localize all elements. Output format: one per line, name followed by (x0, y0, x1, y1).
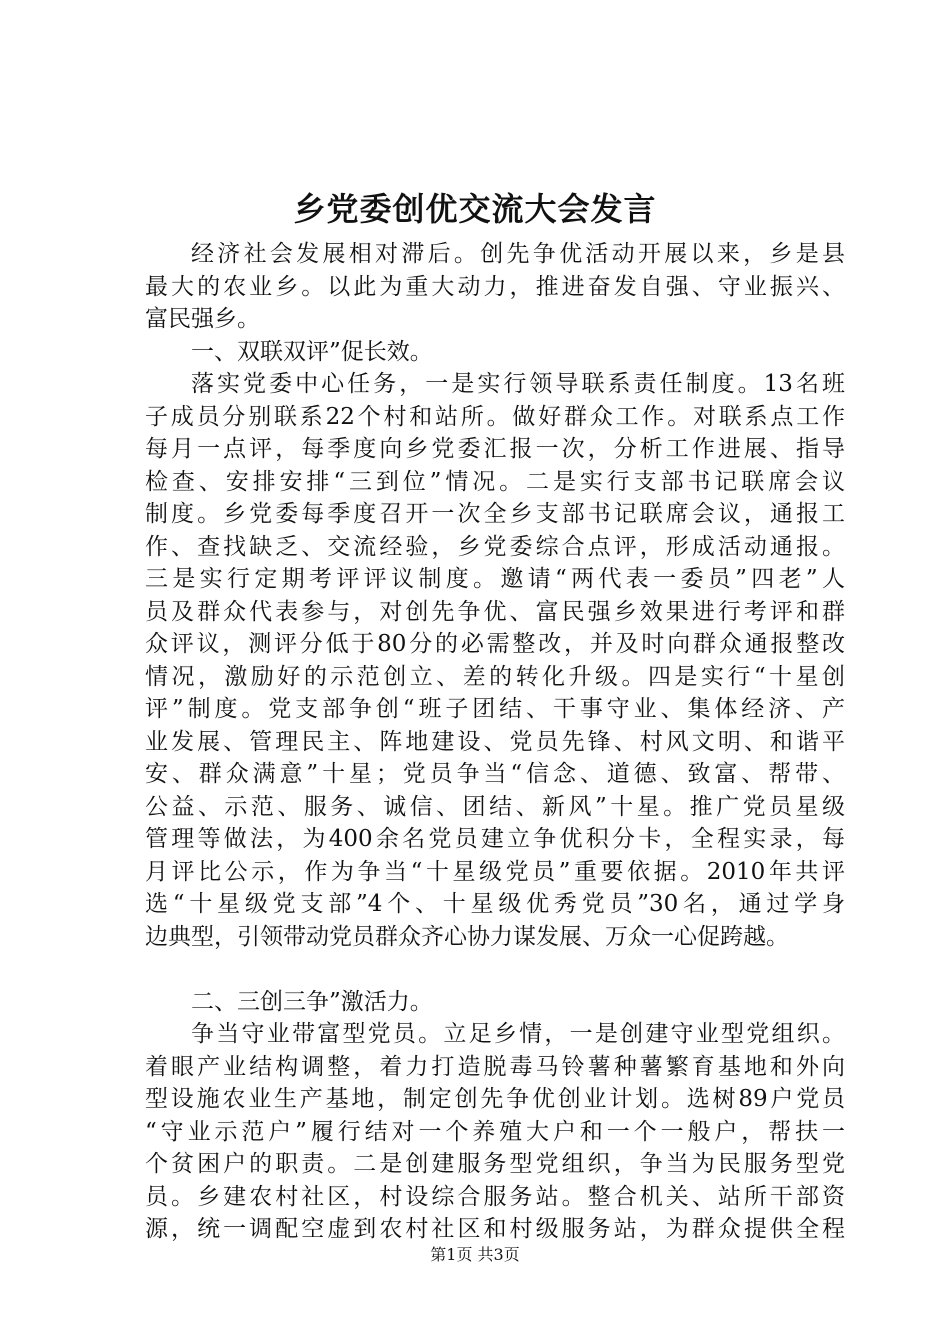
paragraph-line: 经济社会发展相对滞后。创先争优活动开展以来，乡是县 (191, 241, 845, 267)
paragraph-line: “守业示范户”履行结对一个养殖大户和一个一般户，帮扶一 (145, 1118, 845, 1145)
paragraph-line: 员及群众代表参与，对创先争优、富民强乡效果进行考评和群 (145, 598, 845, 625)
paragraph-line: 边典型，引领带动党员群众齐心协力谋发展、万众一心促跨越。 (145, 923, 789, 950)
paragraph-line: 安、群众满意”十星；党员争当“信念、道德、致富、帮带、 (145, 761, 845, 787)
paragraph-line: 情况，激励好的示范创立、差的转化升级。四是实行“十星创 (145, 663, 845, 690)
section-heading: 一、双联双评”促长效。 (191, 338, 433, 365)
paragraph-line: 源，统一调配空虚到农村社区和村级服务站，为群众提供全程 (145, 1216, 845, 1242)
paragraph-line: 员。乡建农村社区，村设综合服务站。整合机关、站所干部资 (145, 1183, 845, 1210)
paragraph-line: 着眼产业结构调整，着力打造脱毒马铃薯种薯繁育基地和外向 (145, 1053, 845, 1080)
paragraph-line: 作、查找缺乏、交流经验，乡党委综合点评，形成活动通报。 (145, 533, 845, 560)
paragraph-line: 月评比公示，作为争当“十星级党员”重要依据。2010年共评 (145, 858, 845, 885)
paragraph-line: 选“十星级党支部”4个、十星级优秀党员”30名，通过学身 (145, 891, 845, 917)
paragraph-line: 公益、示范、服务、诚信、团结、新风”十星。推广党员星级 (145, 793, 845, 820)
document-title: 乡党委创优交流大会发言 (293, 190, 657, 228)
paragraph-line: 每月一点评，每季度向乡党委汇报一次，分析工作进展、指导 (145, 436, 845, 462)
paragraph-line: 众评议，测评分低于80分的必需整改，并及时向群众通报整改 (145, 631, 845, 657)
paragraph-line: 三是实行定期考评评议制度。邀请“两代表一委员”四老”人 (145, 566, 845, 592)
paragraph-line: 型设施农业生产基地，制定创先争优创业计划。选树89户党员 (145, 1086, 845, 1112)
paragraph-line: 落实党委中心任务，一是实行领导联系责任制度。13名班 (191, 371, 845, 397)
page-footer: 第1页 共3页 (430, 1245, 520, 1264)
document-body (145, 238, 845, 1246)
paragraph-line: 最大的农业乡。以此为重大动力，推进奋发自强、守业振兴、 (145, 273, 845, 300)
paragraph-line: 富民强乡。 (145, 306, 260, 332)
paragraph-line: 业发展、管理民主、阵地建设、党员先锋、村风文明、和谐平 (145, 728, 845, 755)
paragraph-line: 争当守业带富型党员。立足乡情，一是创建守业型党组织。 (191, 1021, 845, 1047)
paragraph-line: 评”制度。党支部争创“班子团结、干事守业、集体经济、产 (145, 696, 845, 722)
paragraph-line: 检查、安排安排“三到位”情况。二是实行支部书记联席会议 (145, 468, 845, 495)
paragraph-line: 管理等做法，为400余名党员建立争优积分卡，全程实录，每 (145, 826, 845, 852)
section-heading: 二、三创三争”激活力。 (191, 988, 433, 1015)
paragraph-line: 个贫困户的职责。二是创建服务型党组织，争当为民服务型党 (145, 1151, 845, 1177)
paragraph-gap (145, 953, 845, 986)
paragraph-line: 子成员分别联系22个村和站所。做好群众工作。对联系点工作 (145, 403, 845, 430)
paragraph-line: 制度。乡党委每季度召开一次全乡支部书记联席会议，通报工 (145, 501, 845, 527)
